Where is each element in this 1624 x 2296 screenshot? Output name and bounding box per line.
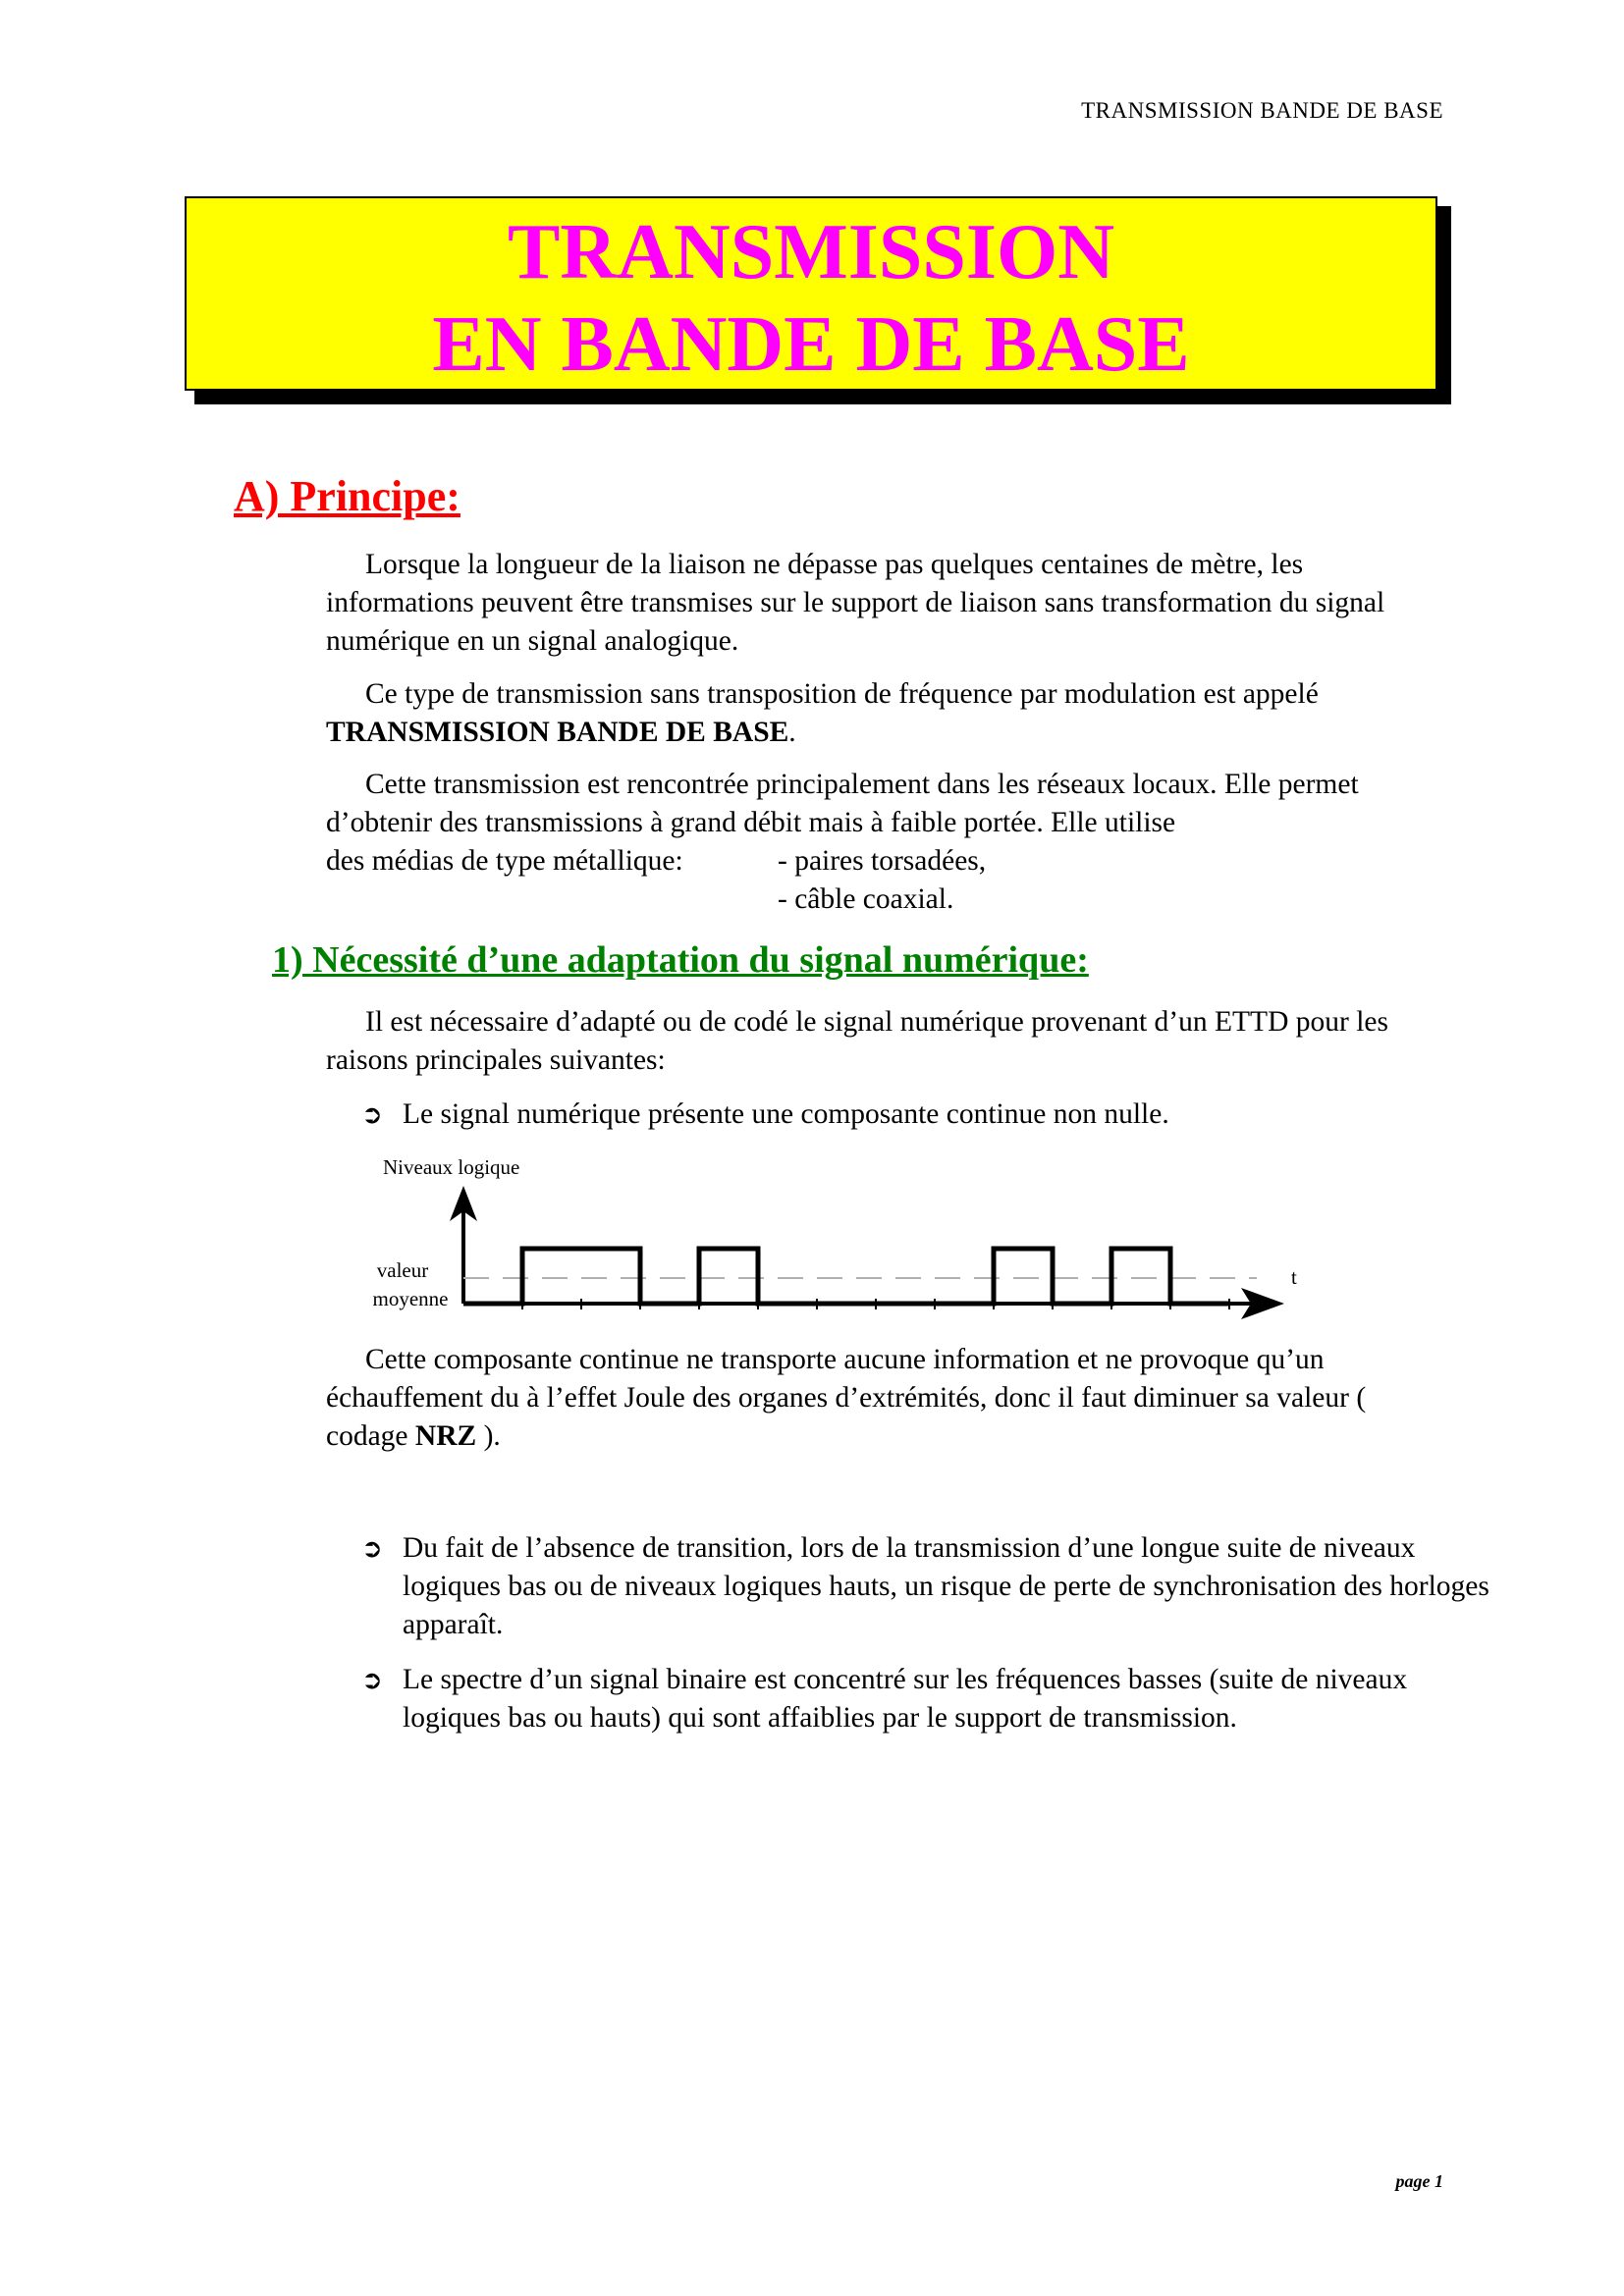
paragraph-necessite-intro: Il est nécessaire d’adapté ou de codé le signal numérique provenant d’un ETTD pour les raisons principales suivantes: [326,1006,1388,1076]
media-item: - câble coaxial. [778,883,954,915]
paragraph-text: Cette transmission est rencontrée principalement dans les réseaux locaux. Elle permet d’obtenir des transmissions à grand débit mais à faible portée. Elle utilise [326,769,1359,838]
signal-waveform [463,1249,1229,1304]
paragraph-principe-1: Lorsque la longueur de la liaison ne dépasse pas quelques centaines de mètre, les informations peuvent être transmises sur le support de liaison sans transformation du signal numérique en un signal analogique. [326,549,1385,657]
media-item: - paires torsadées, [778,845,987,877]
bullet-item-3 [361,1661,1492,1737]
emphasis-term: NRZ [414,1420,477,1452]
mean-label-2: moyenne [372,1287,449,1310]
x-axis-label: t [1291,1265,1297,1289]
bullet-text: Le signal numérique présente une composante continue non nulle. [403,1098,1169,1130]
paragraph-text: Ce type de transmission sans transposition de fréquence par modulation est appelé [365,678,1319,710]
media-line [326,842,1445,881]
arrow-bullet-icon: ➲ [361,1666,383,1694]
section-a-heading: A) Principe: [234,472,460,520]
signal-diagram [353,1139,1316,1335]
paragraph-principe-3 [326,766,1445,919]
paragraph-principe-2 [326,675,1445,752]
bullet-text: Le spectre d’un signal binaire est concentré sur les fréquences basses (suite de niveaux logiques bas ou hauts) qui sont affaiblies par le support de transmission. [403,1664,1408,1734]
arrow-bullet-icon: ➲ [361,1100,383,1129]
paragraph-text: . [788,717,796,748]
section-1-heading: 1) Nécessité d’une adaptation du signal numérique: [272,939,1089,981]
title-line-2: EN BANDE DE BASE [432,301,1190,388]
mean-label-1: valeur [376,1258,429,1282]
bullet-item-1 [361,1095,1492,1134]
arrow-bullet-icon: ➲ [361,1534,383,1563]
bullet-item-2 [361,1529,1492,1644]
title-box [185,196,1437,391]
paragraph-text: Cette composante continue ne transporte aucune information et ne provoque qu’un échauffement du à l’effet Joule des organes d’extrémités, donc il faut diminuer sa valeur ( codage [326,1344,1367,1452]
media-label: des médias de type métallique: [326,845,683,877]
bullet-text: Du fait de l’absence de transition, lors de la transmission d’une longue suite de niveaux logiques bas ou de niveaux logiques hauts, un risque de perte de synchronisation des horloges apparaît. [403,1532,1489,1640]
emphasis-term: TRANSMISSION BANDE DE BASE [326,717,789,748]
media-line [326,881,1445,919]
paragraph-after-figure [326,1341,1445,1456]
title-line-1: TRANSMISSION [508,209,1114,295]
page-number: page 1 [1395,2171,1443,2191]
y-axis-label: Niveaux logique [383,1155,520,1179]
paragraph-text: ). [476,1420,501,1452]
running-header: TRANSMISSION BANDE DE BASE [1081,98,1443,123]
